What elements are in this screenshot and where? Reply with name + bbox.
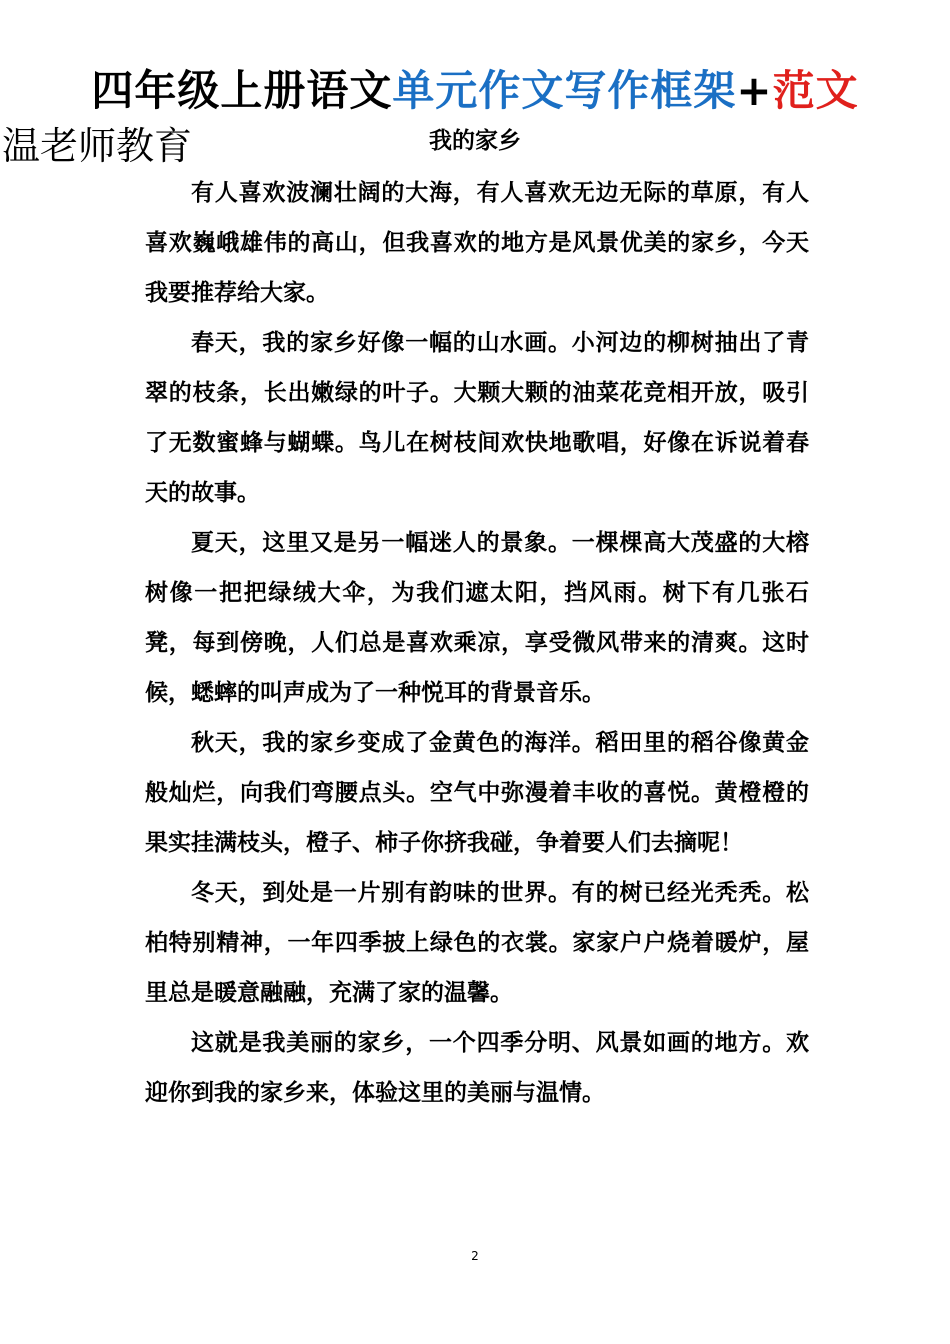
header-title-sample: 范文 [772, 66, 859, 115]
header-title-grade: 四年级上册语文 [91, 66, 393, 115]
essay-paragraph-intro: 有人喜欢波澜壮阔的大海，有人喜欢无边无际的草原，有人喜欢巍峨雄伟的高山，但我喜欢的地方是风景优美的家乡，今天我要推荐给大家。 [145, 180, 809, 306]
essay-paragraph-winter: 冬天，到处是一片别有韵味的世界。有的树已经光秃秃。松柏特别精神，一年四季披上绿色的衣裳。家家户户烧着暖炉，屋里总是暖意融融，充满了家的温馨。 [145, 880, 809, 1006]
essay-title: 我的家乡 [429, 128, 521, 154]
essay-paragraph-spring: 春天，我的家乡好像一幅的山水画。小河边的柳树抽出了青翠的枝条，长出嫩绿的叶子。大颗大颗的油菜花竞相开放，吸引了无数蜜蜂与蝴蝶。鸟儿在树枝间欢快地歌唱，好像在诉说着春天的故事。 [145, 330, 809, 506]
essay-body [145, 168, 809, 1118]
essay-paragraph-conclusion: 这就是我美丽的家乡，一个四季分明、风景如画的地方。欢迎你到我的家乡来，体验这里的美丽与温情。 [145, 1030, 809, 1106]
header-title-framework: 单元作文写作框架 [392, 66, 737, 115]
essay-paragraph-autumn: 秋天，我的家乡变成了金黄色的海洋。稻田里的稻谷像黄金般灿烂，向我们弯腰点头。空气中弥漫着丰收的喜悦。黄橙橙的果实挂满枝头，橙子、柿子你挤我碰，争着要人们去摘呢！ [145, 730, 809, 856]
document-header-title [0, 62, 950, 120]
publisher-watermark: 温老师教育 [2, 124, 193, 168]
essay-paragraph-summer: 夏天，这里又是另一幅迷人的景象。一棵棵高大茂盛的大榕树像一把把绿绒大伞，为我们遮太阳，挡风雨。树下有几张石凳，每到傍晚，人们总是喜欢乘凉，享受微风带来的清爽。这时候，蟋蟀的叫声成为了一种悦耳的背景音乐。 [145, 530, 809, 706]
header-title-plus: + [736, 66, 773, 115]
page-number: 2 [471, 1249, 479, 1263]
